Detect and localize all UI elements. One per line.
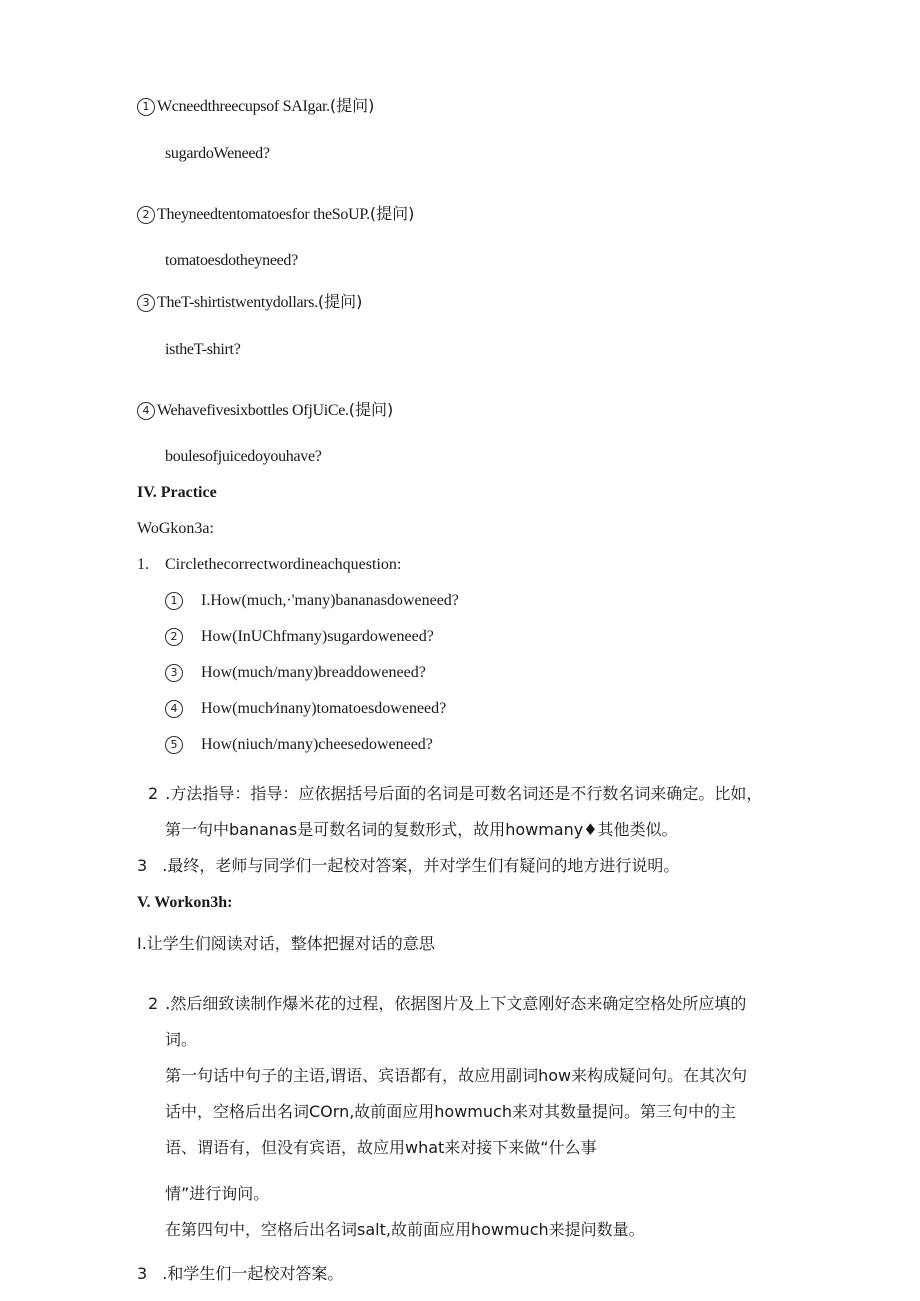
- circled-number-icon: 5: [165, 736, 183, 754]
- question-3: [165, 663, 426, 683]
- sentence-note: (提问): [348, 400, 394, 419]
- sentence-text: TheT-shirtistwentydollars.: [157, 294, 318, 311]
- circled-number-icon: 3: [137, 294, 155, 312]
- section-v-heading: V. Workon3h:: [137, 894, 233, 911]
- step-text: .方法指导：指导：应依据括号后面的名词是可数名词还是不行数名词来确定。比如，: [165, 784, 763, 803]
- exercise-answer-4: boulesofjuicedoyouhave?: [165, 448, 322, 465]
- section-v-step-1: I.让学生们阅读对话，整体把握对话的意思: [137, 934, 435, 953]
- circled-number-icon: 4: [165, 700, 183, 718]
- explanation-line-1: 第一句话中句子的主语,谓语、宾语都有，故应用副词how来构成疑问句。在其次句: [165, 1066, 748, 1085]
- sentence-note: (提问): [369, 204, 415, 223]
- question-5: [165, 735, 433, 755]
- explanation-line-4: 情”进行询问。: [165, 1184, 270, 1203]
- step-number: 2: [148, 994, 159, 1013]
- explanation-line-3: 语、谓语有，但没有宾语，故应用what来对接下来做“什么事: [165, 1138, 597, 1157]
- question-text: How(InUChfmany)sugardoweneed?: [201, 628, 434, 645]
- sentence-text: Wehavefivesixbottles OfjUiCe.: [157, 402, 349, 419]
- section-v-step-2-continued: 词。: [165, 1030, 198, 1049]
- circled-number-icon: 2: [137, 206, 155, 224]
- step-number: 1.: [137, 556, 149, 573]
- circled-number-icon: 4: [137, 402, 155, 420]
- sentence-note: (提问): [317, 292, 363, 311]
- exercise-answer-1: sugardoWeneed?: [165, 145, 270, 162]
- step-number: 3: [137, 1264, 148, 1283]
- explanation-line-5: 在第四句中，空格后出名词salt,故前面应用howmuch来提问数量。: [165, 1220, 645, 1239]
- sentence-text: Wcneedthreecupsof SAIgar.: [157, 98, 330, 115]
- section-iv-step-2: [148, 784, 762, 804]
- question-2: [165, 627, 434, 647]
- step-text: .和学生们一起校对答案。: [162, 1264, 344, 1283]
- section-v-step-3: [137, 1264, 343, 1284]
- sentence-note: (提问): [329, 96, 375, 115]
- circled-number-icon: 2: [165, 628, 183, 646]
- question-text: How(much⁄inany)tomatoesdoweneed?: [201, 700, 447, 717]
- explanation-line-2: 话中，空格后出名词COrn,故前面应用howmuch来对其数量提问。第三句中的主: [165, 1102, 736, 1121]
- step-number: 2: [148, 784, 159, 803]
- exercise-answer-3: istheT-shirt?: [165, 341, 241, 358]
- section-iv-subheading: WoGkon3a:: [137, 520, 214, 537]
- section-v-step-2: [148, 994, 746, 1014]
- exercise-sentence-1: [137, 96, 374, 117]
- exercise-sentence-4: [137, 400, 393, 421]
- section-iv-step-2-continued: 第一句中bananas是可数名词的复数形式，故用howmany♦其他类似。: [165, 820, 678, 839]
- step-text: .然后细致读制作爆米花的过程，依据图片及上下文意刚好态来确定空格处所应填的: [165, 994, 747, 1013]
- circled-number-icon: 1: [137, 98, 155, 116]
- question-text: How(niuch/many)cheesedoweneed?: [201, 736, 433, 753]
- circled-number-icon: 1: [165, 592, 183, 610]
- question-text: How(much/many)breaddoweneed?: [201, 664, 426, 681]
- question-text: I.How(much,·'many)bananasdoweneed?: [201, 592, 459, 609]
- sentence-text: Theyneedtentomatoesfor theSoUP.: [157, 206, 370, 223]
- circled-number-icon: 3: [165, 664, 183, 682]
- section-iv-heading: IV. Practice: [137, 484, 217, 501]
- exercise-sentence-2: [137, 204, 414, 225]
- section-iv-step-1: [137, 555, 401, 575]
- exercise-sentence-3: [137, 292, 362, 313]
- question-1: [165, 591, 459, 611]
- step-text: Circlethecorrectwordineachquestion:: [165, 556, 402, 573]
- step-number: 3: [137, 856, 148, 875]
- step-text: .最终，老师与同学们一起校对答案，并对学生们有疑问的地方进行说明。: [162, 856, 680, 875]
- question-4: [165, 699, 446, 719]
- section-iv-step-3: [137, 856, 679, 876]
- exercise-answer-2: tomatoesdotheyneed?: [165, 252, 298, 269]
